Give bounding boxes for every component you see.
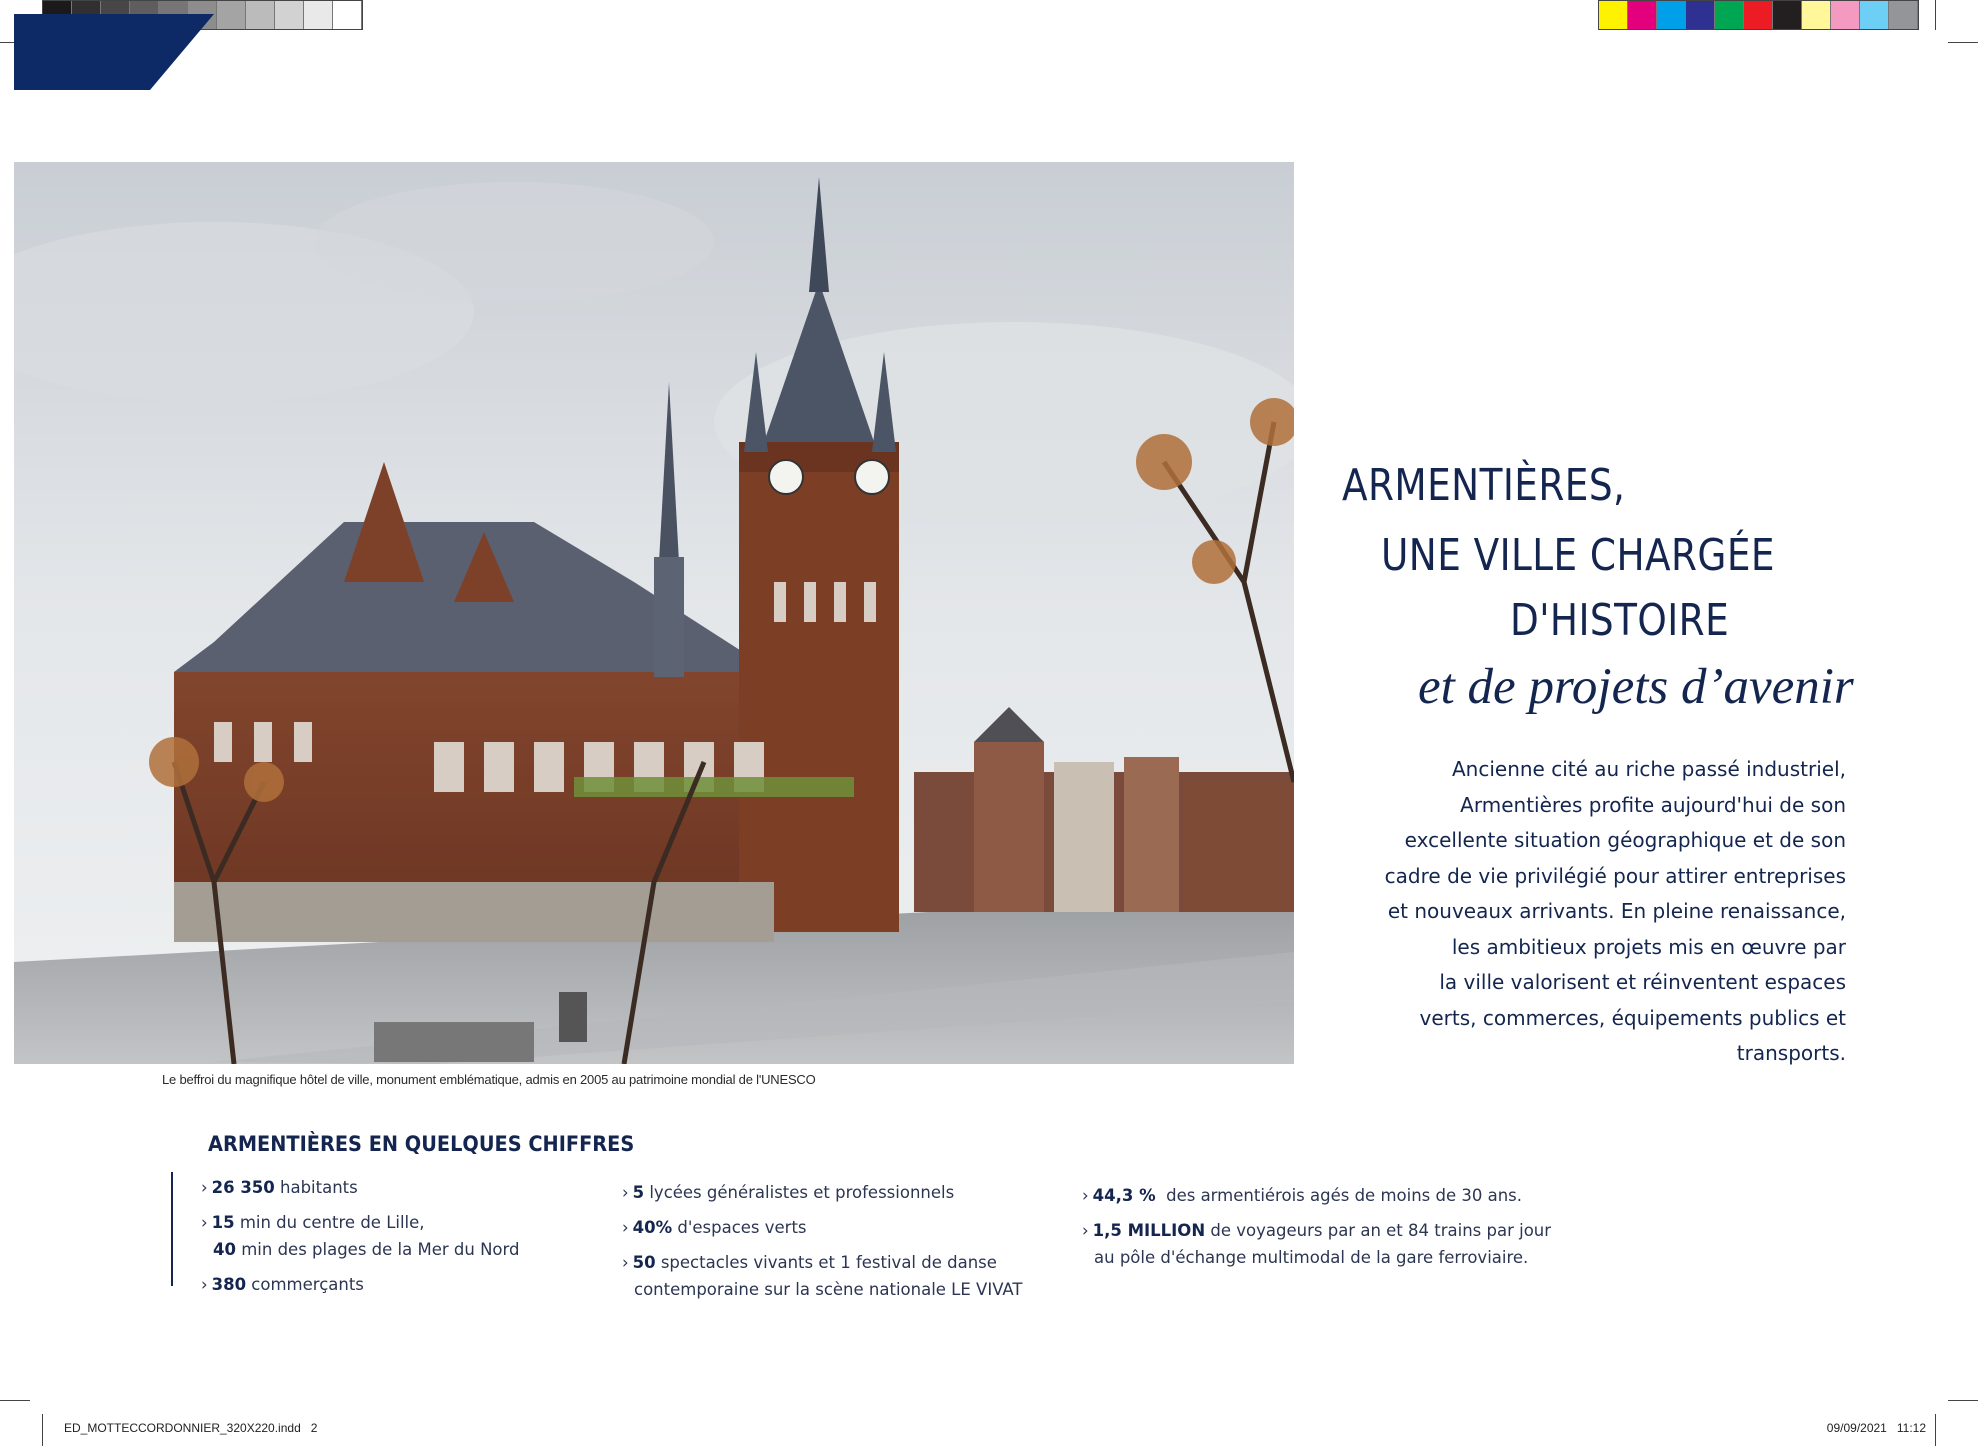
facts-column-1: [201, 1174, 519, 1306]
intro-paragraph: [1326, 752, 1846, 1072]
photo-caption: Le beffroi du magnifique hôtel de ville, monument emblématique, admis en 2005 au patrimoine mondial de l'UNESCO: [162, 1072, 816, 1087]
footer-filename: ED_MOTTECCORDONNIER_320X220.indd 2: [64, 1421, 318, 1435]
fact-text: au pôle d'échange multimodal de la gare ferroviaire.: [1094, 1248, 1529, 1267]
fact-figure: 50: [632, 1253, 656, 1272]
gray-swatch: [246, 1, 275, 29]
color-swatch: [1860, 1, 1889, 29]
fact-figure: 380: [211, 1275, 247, 1294]
intro-line: verts, commerces, équipements publics et: [1419, 1005, 1846, 1030]
bullet-arrow-icon: ›: [622, 1253, 629, 1272]
fact-figure: 26 350: [211, 1178, 275, 1197]
intro-line: Ancienne cité au riche passé industriel,: [1451, 757, 1846, 781]
gray-swatch: [275, 1, 304, 29]
bullet-arrow-icon: ›: [622, 1218, 629, 1237]
bullet-arrow-icon: ›: [201, 1178, 208, 1197]
heading-line-3: D'HISTOIRE: [1510, 595, 1730, 646]
heading-line-2: UNE VILLE CHARGÉE: [1381, 530, 1775, 581]
color-swatch: [1628, 1, 1657, 29]
facts-title: ARMENTIÈRES EN QUELQUES CHIFFRES: [208, 1132, 635, 1156]
bullet-arrow-icon: ›: [622, 1183, 629, 1202]
fact-item: [1082, 1217, 1551, 1271]
fact-text: de voyageurs par an et 84 trains par jour: [1205, 1221, 1552, 1240]
gray-swatch: [217, 1, 246, 29]
gray-swatch: [304, 1, 333, 29]
fact-text: contemporaine sur la scène nationale LE VIVAT: [634, 1280, 1023, 1299]
color-swatch: [1715, 1, 1744, 29]
bullet-arrow-icon: ›: [201, 1213, 208, 1232]
fact-text: spectacles vivants et 1 festival de danse: [655, 1253, 997, 1272]
footer-date: 09/09/2021 11:12: [1826, 1421, 1926, 1435]
subtitle: et de projets d’avenir: [1418, 659, 1854, 715]
color-swatch: [1599, 1, 1628, 29]
town-hall-photo: [14, 162, 1294, 1064]
crop-mark: [42, 1414, 43, 1446]
fact-figure: 44,3 %: [1092, 1186, 1156, 1205]
fact-item: [201, 1209, 519, 1263]
color-swatch: [1773, 1, 1802, 29]
intro-line: la ville valorisent et réinventent espaces: [1439, 970, 1846, 994]
crop-mark: [0, 1400, 30, 1401]
fact-text: des armentiérois agés de moins de 30 ans.: [1155, 1186, 1523, 1205]
crop-mark: [1935, 1414, 1936, 1446]
intro-line: cadre de vie privilégié pour attirer entreprises: [1384, 863, 1846, 888]
fact-item: [622, 1249, 1023, 1303]
fact-item: [622, 1214, 1023, 1241]
color-swatch: [1831, 1, 1860, 29]
color-calibration-bar: [1598, 0, 1919, 30]
fact-item: [201, 1174, 519, 1201]
crop-mark: [1935, 0, 1936, 30]
bullet-arrow-icon: ›: [1082, 1186, 1089, 1205]
color-swatch: [1889, 1, 1918, 29]
fact-continuation: [1082, 1244, 1551, 1271]
intro-line: et nouveaux arrivants. En pleine renaissance,: [1387, 899, 1846, 923]
fact-text: habitants: [274, 1178, 358, 1197]
crop-mark: [1948, 1400, 1978, 1401]
fact-item: [1082, 1182, 1551, 1209]
fact-figure: 40%: [632, 1218, 673, 1237]
corner-tab-decoration: [14, 14, 214, 90]
gray-swatch: [333, 1, 362, 29]
facts-column-2: [622, 1179, 1023, 1311]
crop-mark: [1948, 42, 1978, 43]
color-swatch: [1686, 1, 1715, 29]
fact-text: min des plages de la Mer du Nord: [235, 1240, 520, 1259]
fact-figure: 1,5 MILLION: [1092, 1221, 1206, 1240]
fact-item: [622, 1179, 1023, 1206]
fact-text: min du centre de Lille,: [234, 1213, 425, 1232]
fact-item: [201, 1271, 519, 1298]
fact-continuation: [201, 1236, 519, 1263]
color-swatch: [1802, 1, 1831, 29]
intro-line: excellente situation géographique et de son: [1404, 828, 1846, 852]
facts-column-3: [1082, 1182, 1551, 1279]
fact-figure: 15: [211, 1213, 235, 1232]
fact-figure: 5: [632, 1183, 645, 1202]
heading-line-1: ARMENTIÈRES,: [1342, 460, 1626, 511]
facts-divider-line: [171, 1172, 173, 1286]
intro-line: Armentières profite aujourd'hui de son: [1460, 792, 1846, 817]
color-swatch: [1657, 1, 1686, 29]
fact-continuation: [622, 1276, 1023, 1303]
fact-text: commerçants: [246, 1275, 364, 1294]
intro-line: transports.: [1736, 1041, 1846, 1065]
fact-figure: 40: [213, 1240, 236, 1259]
intro-line: les ambitieux projets mis en œuvre par: [1451, 934, 1846, 959]
color-swatch: [1744, 1, 1773, 29]
bullet-arrow-icon: ›: [201, 1275, 208, 1294]
fact-text: d'espaces verts: [672, 1218, 807, 1237]
bullet-arrow-icon: ›: [1082, 1221, 1089, 1240]
fact-text: lycées généralistes et professionnels: [644, 1183, 955, 1202]
